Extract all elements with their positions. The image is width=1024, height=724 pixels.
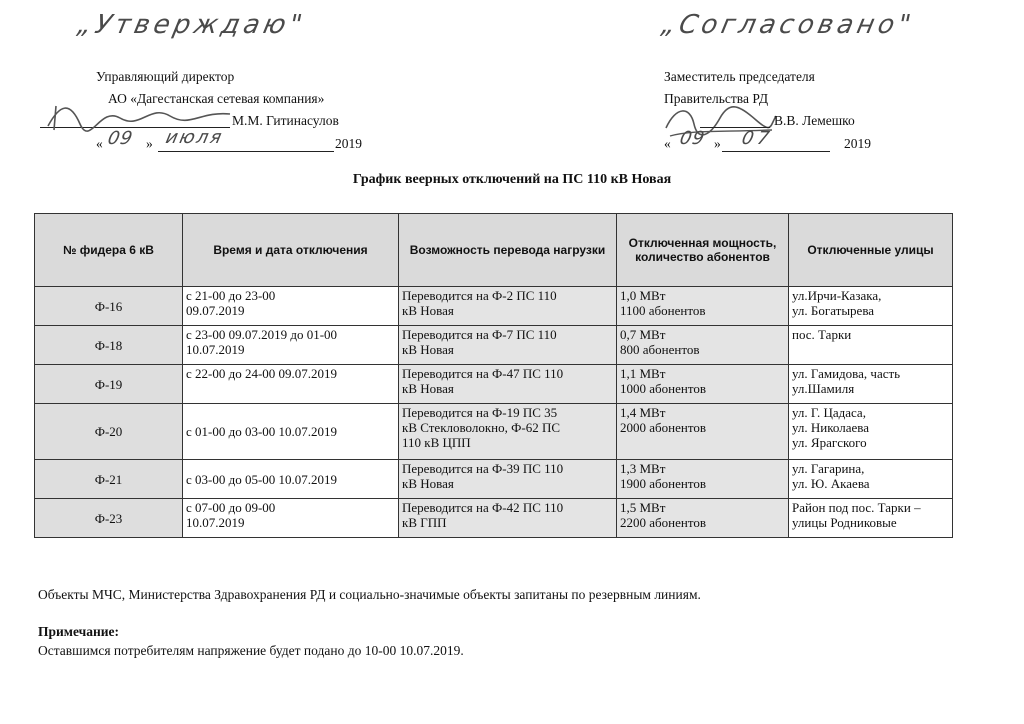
street-line: ул. Гагарина, bbox=[792, 461, 865, 476]
transfer-cell bbox=[399, 499, 617, 538]
feeder-cell: Ф-21 bbox=[35, 460, 183, 499]
time-cell bbox=[183, 365, 399, 404]
streets-cell bbox=[789, 365, 953, 404]
agree-handwritten-header: „Согласовано" bbox=[658, 10, 918, 40]
approve-date-quote-close: » bbox=[146, 136, 153, 151]
time-line: с 22-00 до 24-00 09.07.2019 bbox=[186, 366, 338, 381]
time-cell bbox=[183, 404, 399, 460]
power-cell bbox=[617, 287, 789, 326]
transfer-cell bbox=[399, 365, 617, 404]
agree-date-quote-open: « bbox=[664, 136, 671, 151]
transfer-cell bbox=[399, 326, 617, 365]
power-line: 0,7 МВт bbox=[620, 327, 666, 342]
power-line: 1,3 МВт bbox=[620, 461, 666, 476]
street-line: ул.Ирчи-Казака, bbox=[792, 288, 882, 303]
power-line: 1,0 МВт bbox=[620, 288, 666, 303]
power-cell bbox=[617, 460, 789, 499]
transfer-cell bbox=[399, 460, 617, 499]
agree-date-quote-close: » bbox=[714, 136, 721, 151]
power-cell bbox=[617, 365, 789, 404]
time-line: с 23-00 09.07.2019 до 01-00 bbox=[186, 327, 338, 342]
approve-company: АО «Дагестанская сетевая компания» bbox=[108, 91, 325, 106]
table-row bbox=[35, 365, 953, 404]
transfer-line: кВ Новая bbox=[402, 381, 454, 396]
street-line: ул. Ярагского bbox=[792, 435, 867, 450]
approve-signer: М.М. Гитинасулов bbox=[232, 113, 339, 128]
streets-cell bbox=[789, 404, 953, 460]
street-line: ул. Ю. Акаева bbox=[792, 476, 870, 491]
time-line: с 03-00 до 05-00 10.07.2019 bbox=[186, 471, 338, 487]
transfer-line: Переводится на Ф-19 ПС 35 bbox=[402, 405, 558, 420]
agree-position: Заместитель председателя bbox=[664, 69, 815, 84]
agree-date-day: 09 bbox=[677, 128, 708, 149]
power-line: 1900 абонентов bbox=[620, 476, 706, 491]
approve-position: Управляющий директор bbox=[96, 69, 235, 84]
transfer-line: 110 кВ ЦПП bbox=[402, 435, 471, 450]
power-line: 1,4 МВт bbox=[620, 405, 666, 420]
power-cell bbox=[617, 499, 789, 538]
feeder-cell: Ф-20 bbox=[35, 404, 183, 460]
transfer-line: кВ Стекловолокно, Ф-62 ПС bbox=[402, 420, 561, 435]
feeder-cell: Ф-23 bbox=[35, 499, 183, 538]
time-line: с 07-00 до 09-00 bbox=[186, 500, 276, 515]
time-cell bbox=[183, 499, 399, 538]
street-line: улицы Родниковые bbox=[792, 515, 897, 530]
power-cell bbox=[617, 326, 789, 365]
table-row bbox=[35, 460, 953, 499]
table-row bbox=[35, 404, 953, 460]
approve-date-year: 2019 bbox=[335, 136, 362, 151]
feeder-cell: Ф-18 bbox=[35, 326, 183, 365]
approve-date-line bbox=[158, 151, 334, 152]
street-line: Район под пос. Тарки – bbox=[792, 500, 921, 515]
power-line: 1000 абонентов bbox=[620, 381, 706, 396]
transfer-line: кВ Новая bbox=[402, 476, 454, 491]
street-line: ул. Богатырева bbox=[792, 303, 875, 318]
streets-cell bbox=[789, 326, 953, 365]
approve-date-month: июля bbox=[163, 127, 226, 148]
table-row bbox=[35, 326, 953, 365]
streets-cell bbox=[789, 460, 953, 499]
feeder-cell: Ф-16 bbox=[35, 287, 183, 326]
header-power: Отключенная мощность, количество абонентов bbox=[617, 214, 789, 287]
street-line: пос. Тарки bbox=[792, 327, 852, 342]
agree-date-year: 2019 bbox=[844, 136, 871, 151]
transfer-line: Переводится на Ф-47 ПС 110 bbox=[402, 366, 564, 381]
approve-date-quote-open: « bbox=[96, 136, 103, 151]
power-line: 1100 абонентов bbox=[620, 303, 706, 318]
power-line: 2200 абонентов bbox=[620, 515, 706, 530]
table-row bbox=[35, 287, 953, 326]
outage-schedule-table bbox=[34, 213, 953, 538]
feeder-cell: Ф-19 bbox=[35, 365, 183, 404]
agree-date-line bbox=[722, 151, 830, 152]
time-line: с 21-00 до 23-00 bbox=[186, 288, 276, 303]
note-label: Примечание: bbox=[38, 624, 120, 639]
power-cell bbox=[617, 404, 789, 460]
header-transfer: Возможность перевода нагрузки bbox=[399, 214, 617, 287]
transfer-line: кВ Новая bbox=[402, 342, 454, 357]
time-cell bbox=[183, 287, 399, 326]
power-line: 800 абонентов bbox=[620, 342, 700, 357]
header-streets: Отключенные улицы bbox=[789, 214, 953, 287]
street-line: ул.Шамиля bbox=[792, 381, 855, 396]
time-line: 10.07.2019 bbox=[186, 342, 245, 357]
power-line: 1,5 МВт bbox=[620, 500, 666, 515]
time-cell bbox=[183, 326, 399, 365]
transfer-line: кВ Новая bbox=[402, 303, 454, 318]
agree-date-month: 07 bbox=[739, 128, 776, 149]
agree-signer: В.В. Лемешко bbox=[774, 113, 855, 128]
transfer-cell bbox=[399, 404, 617, 460]
transfer-line: Переводится на Ф-7 ПС 110 bbox=[402, 327, 557, 342]
header-feeder: № фидера 6 кВ bbox=[35, 214, 183, 287]
approve-date-day: 09 bbox=[105, 128, 136, 149]
street-line: ул. Гамидова, часть bbox=[792, 366, 901, 381]
time-line: с 01-00 до 03-00 10.07.2019 bbox=[186, 424, 338, 439]
table-header-row bbox=[35, 214, 953, 287]
transfer-cell bbox=[399, 287, 617, 326]
street-line: ул. Г. Цадаса, bbox=[792, 405, 866, 420]
document-title: График веерных отключений на ПС 110 кВ Новая bbox=[352, 172, 672, 187]
time-line: 10.07.2019 bbox=[186, 515, 245, 530]
approve-handwritten-header: „Утверждаю" bbox=[74, 10, 309, 40]
objects-note: Объекты МЧС, Министерства Здравохранения РД и социально-значимые объекты запитаны по резервным линиям. bbox=[38, 587, 701, 602]
street-line: ул. Николаева bbox=[792, 420, 870, 435]
streets-cell bbox=[789, 287, 953, 326]
note-text: Оставшимся потребителям напряжение будет подано до 10-00 10.07.2019. bbox=[38, 643, 464, 658]
header-time: Время и дата отключения bbox=[183, 214, 399, 287]
transfer-line: Переводится на Ф-2 ПС 110 bbox=[402, 288, 557, 303]
power-line: 2000 абонентов bbox=[620, 420, 706, 435]
transfer-line: Переводится на Ф-39 ПС 110 bbox=[402, 461, 564, 476]
transfer-line: кВ ГПП bbox=[402, 515, 447, 530]
time-line: 09.07.2019 bbox=[186, 303, 245, 318]
table-row bbox=[35, 499, 953, 538]
agree-org: Правительства РД bbox=[664, 91, 769, 106]
streets-cell bbox=[789, 499, 953, 538]
transfer-line: Переводится на Ф-42 ПС 110 bbox=[402, 500, 564, 515]
power-line: 1,1 МВт bbox=[620, 366, 666, 381]
time-cell bbox=[183, 460, 399, 499]
